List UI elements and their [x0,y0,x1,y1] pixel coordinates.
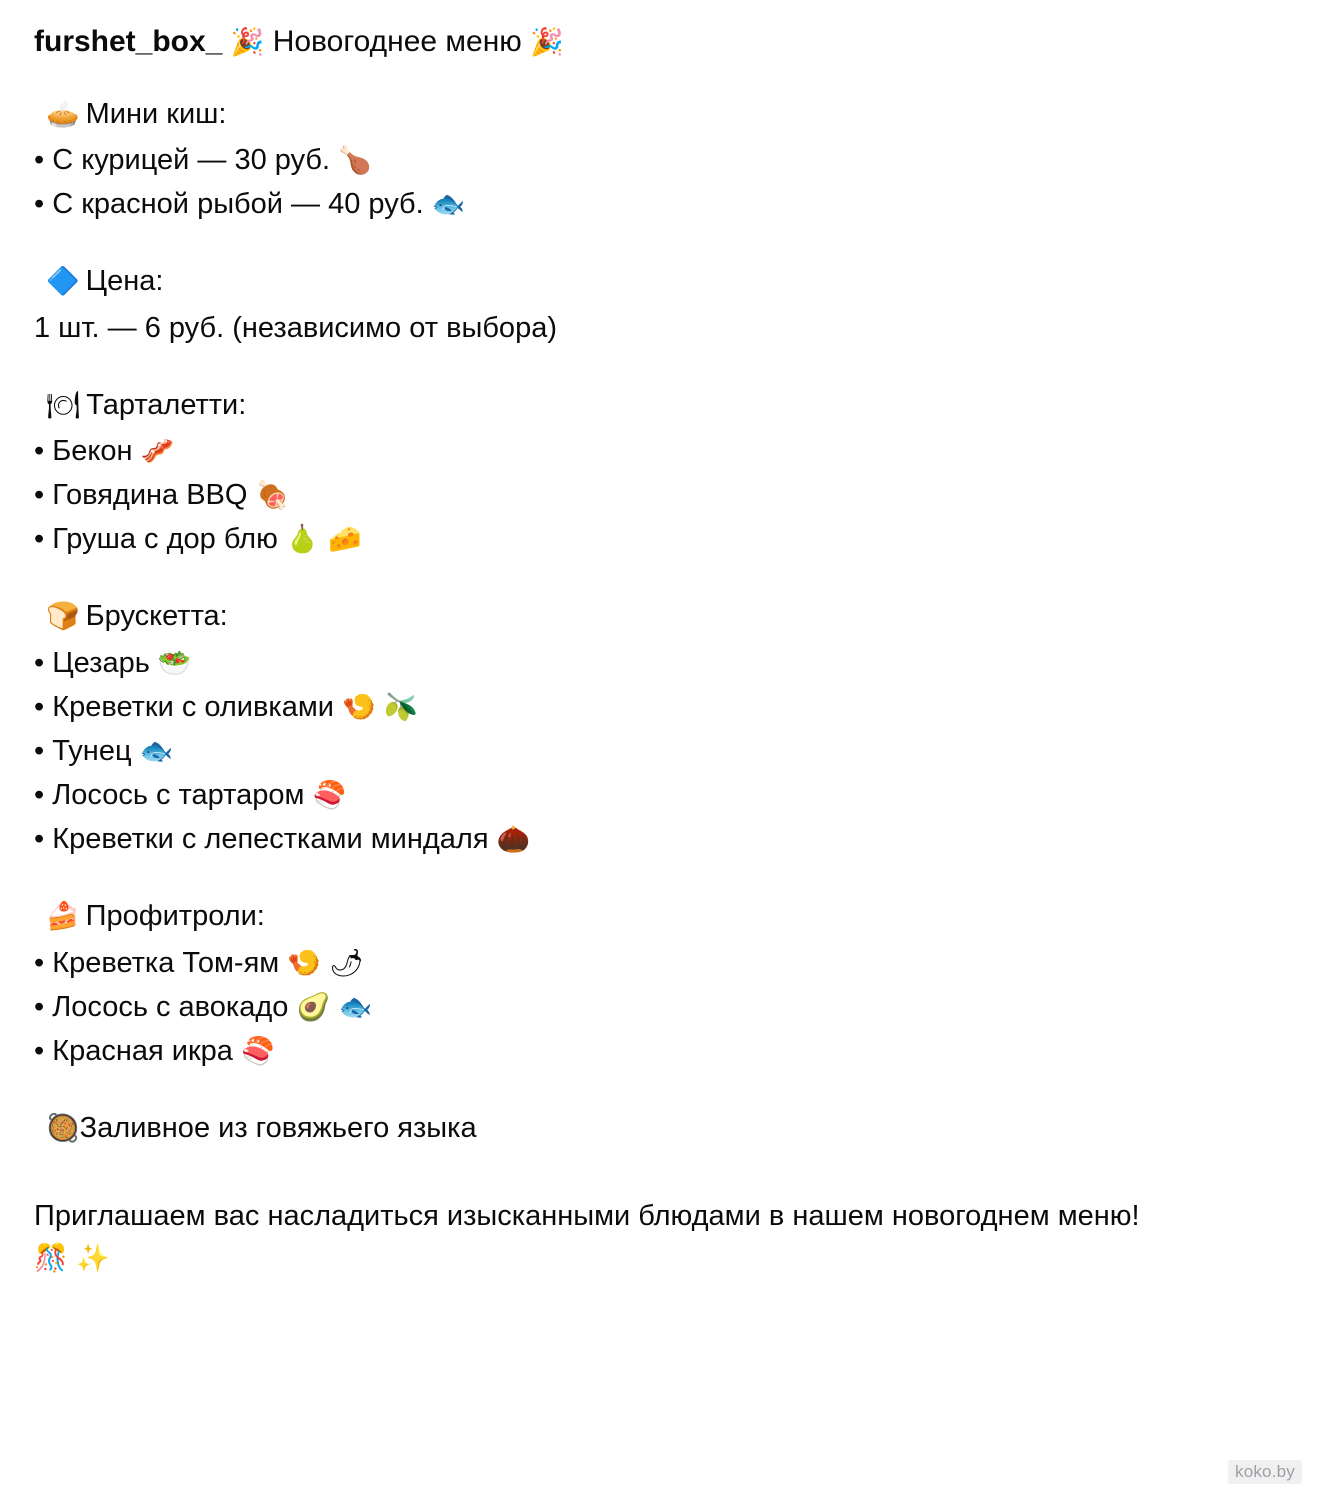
list-item [34,429,1286,473]
plate-cutlery-icon: 🍽 [46,389,81,421]
section-heading-label: Цена: [85,265,164,298]
section-heading [34,595,1286,639]
sushi-icon: 🍣 [240,1036,275,1068]
section-heading-label: Мини киш: [85,97,227,130]
section-mini-quiche [34,93,1286,227]
confetti-sparkles-icon: 🎊 ✨ [34,1242,110,1274]
list-item-label: Лосось с тартаром [52,779,305,812]
list-item-label: С красной рыбой — 40 руб. [52,188,424,221]
section-heading [34,384,1286,428]
list-item-label: С курицей — 30 руб. [52,144,331,176]
list-item [34,473,1286,517]
post-title [34,22,1286,63]
list-item [34,517,1286,561]
list-item [34,729,1286,773]
section-price [34,260,1286,350]
list-item-label: Лосось с авокадо [52,990,289,1023]
fish-icon: 🐟 [139,736,174,768]
price-note: 1 шт. — 6 руб. (независимо от выбора) [34,311,557,344]
list-item [34,138,1286,182]
list-item-bullet: • [34,188,45,221]
list-item-label: Красная икра [52,1035,233,1068]
bacon-icon: 🥓 [140,436,175,468]
section-heading-label: Профитроли: [85,900,265,933]
closing-text: Приглашаем вас насладиться изысканными блюдами в нашем новогоднем меню! [34,1199,1140,1232]
aspic-item [34,1107,1286,1151]
list-item-bullet: • [34,735,45,768]
section-profitroli [34,895,1286,1073]
avocado-fish-icon: 🥑 🐟 [296,991,373,1023]
section-heading [34,93,1286,137]
list-item-bullet: • [34,691,45,724]
list-item-bullet: • [34,946,45,979]
shrimp-olive-icon: 🍤 🫒 [342,692,418,724]
pie-icon: 🥧 [46,98,80,130]
section-heading [34,260,1286,304]
list-item [34,985,1286,1029]
list-item-bullet: • [34,1035,45,1068]
sushi-icon: 🍣 [312,780,347,812]
list-item [34,1029,1286,1073]
list-item-label: Груша с дор блю [52,523,278,556]
list-item-label: Креветки с лепестками миндаля [52,823,489,856]
list-item [34,685,1286,729]
page-title: Новогоднее меню [272,25,522,58]
section-aspic [34,1107,1286,1151]
salad-icon: 🥗 [157,647,192,679]
list-item-bullet: • [34,435,45,468]
shrimp-chili-icon: 🍤 🌶 [287,947,364,979]
watermark: koko.by [1228,1460,1302,1484]
section-bruschetta [34,595,1286,861]
party-popper-icon: 🎉 [530,27,564,58]
list-item-label: Говядина BBQ [52,479,248,512]
section-heading [34,895,1286,939]
blue-diamond-icon: 🔷 [46,266,80,298]
list-item-label: Креветка Том-ям [52,946,280,979]
list-item-bullet: • [34,144,45,176]
party-popper-icon: 🎉 [230,27,265,58]
list-item-label: Бекон [52,435,133,468]
list-item-bullet: • [34,823,45,856]
pan-of-food-icon: 🥘 [46,1113,80,1145]
list-item-bullet: • [34,646,45,679]
chicken-icon: 🍗 [338,145,372,176]
list-item-bullet: • [34,990,45,1023]
list-item [34,817,1286,861]
list-item-label: Креветки с оливками [52,691,335,724]
list-item-bullet: • [34,479,45,512]
section-heading-label: Брускетта: [85,600,228,633]
section-heading-label: Тарталетти: [86,388,247,421]
spacer [34,1185,1286,1195]
cake-slice-icon: 🍰 [46,901,80,933]
list-item-bullet: • [34,523,45,556]
list-item [34,941,1286,985]
account-handle[interactable]: furshet_box_ [34,25,223,58]
aspic-label: Заливное из говяжьего языка [79,1112,477,1145]
bread-icon: 🍞 [46,601,80,633]
fish-icon: 🐟 [431,189,466,221]
meat-on-bone-icon: 🍖 [255,480,290,512]
list-item-bullet: • [34,779,45,812]
section-tartaletti [34,384,1286,562]
list-item-label: Цезарь [52,646,150,679]
list-item [34,641,1286,685]
pear-cheese-icon: 🍐 🧀 [285,524,362,556]
closing-paragraph [34,1195,1164,1280]
list-item [34,773,1286,817]
list-item-label: Тунец [52,735,132,768]
chestnut-icon: 🌰 [496,824,531,856]
list-item [34,182,1286,226]
